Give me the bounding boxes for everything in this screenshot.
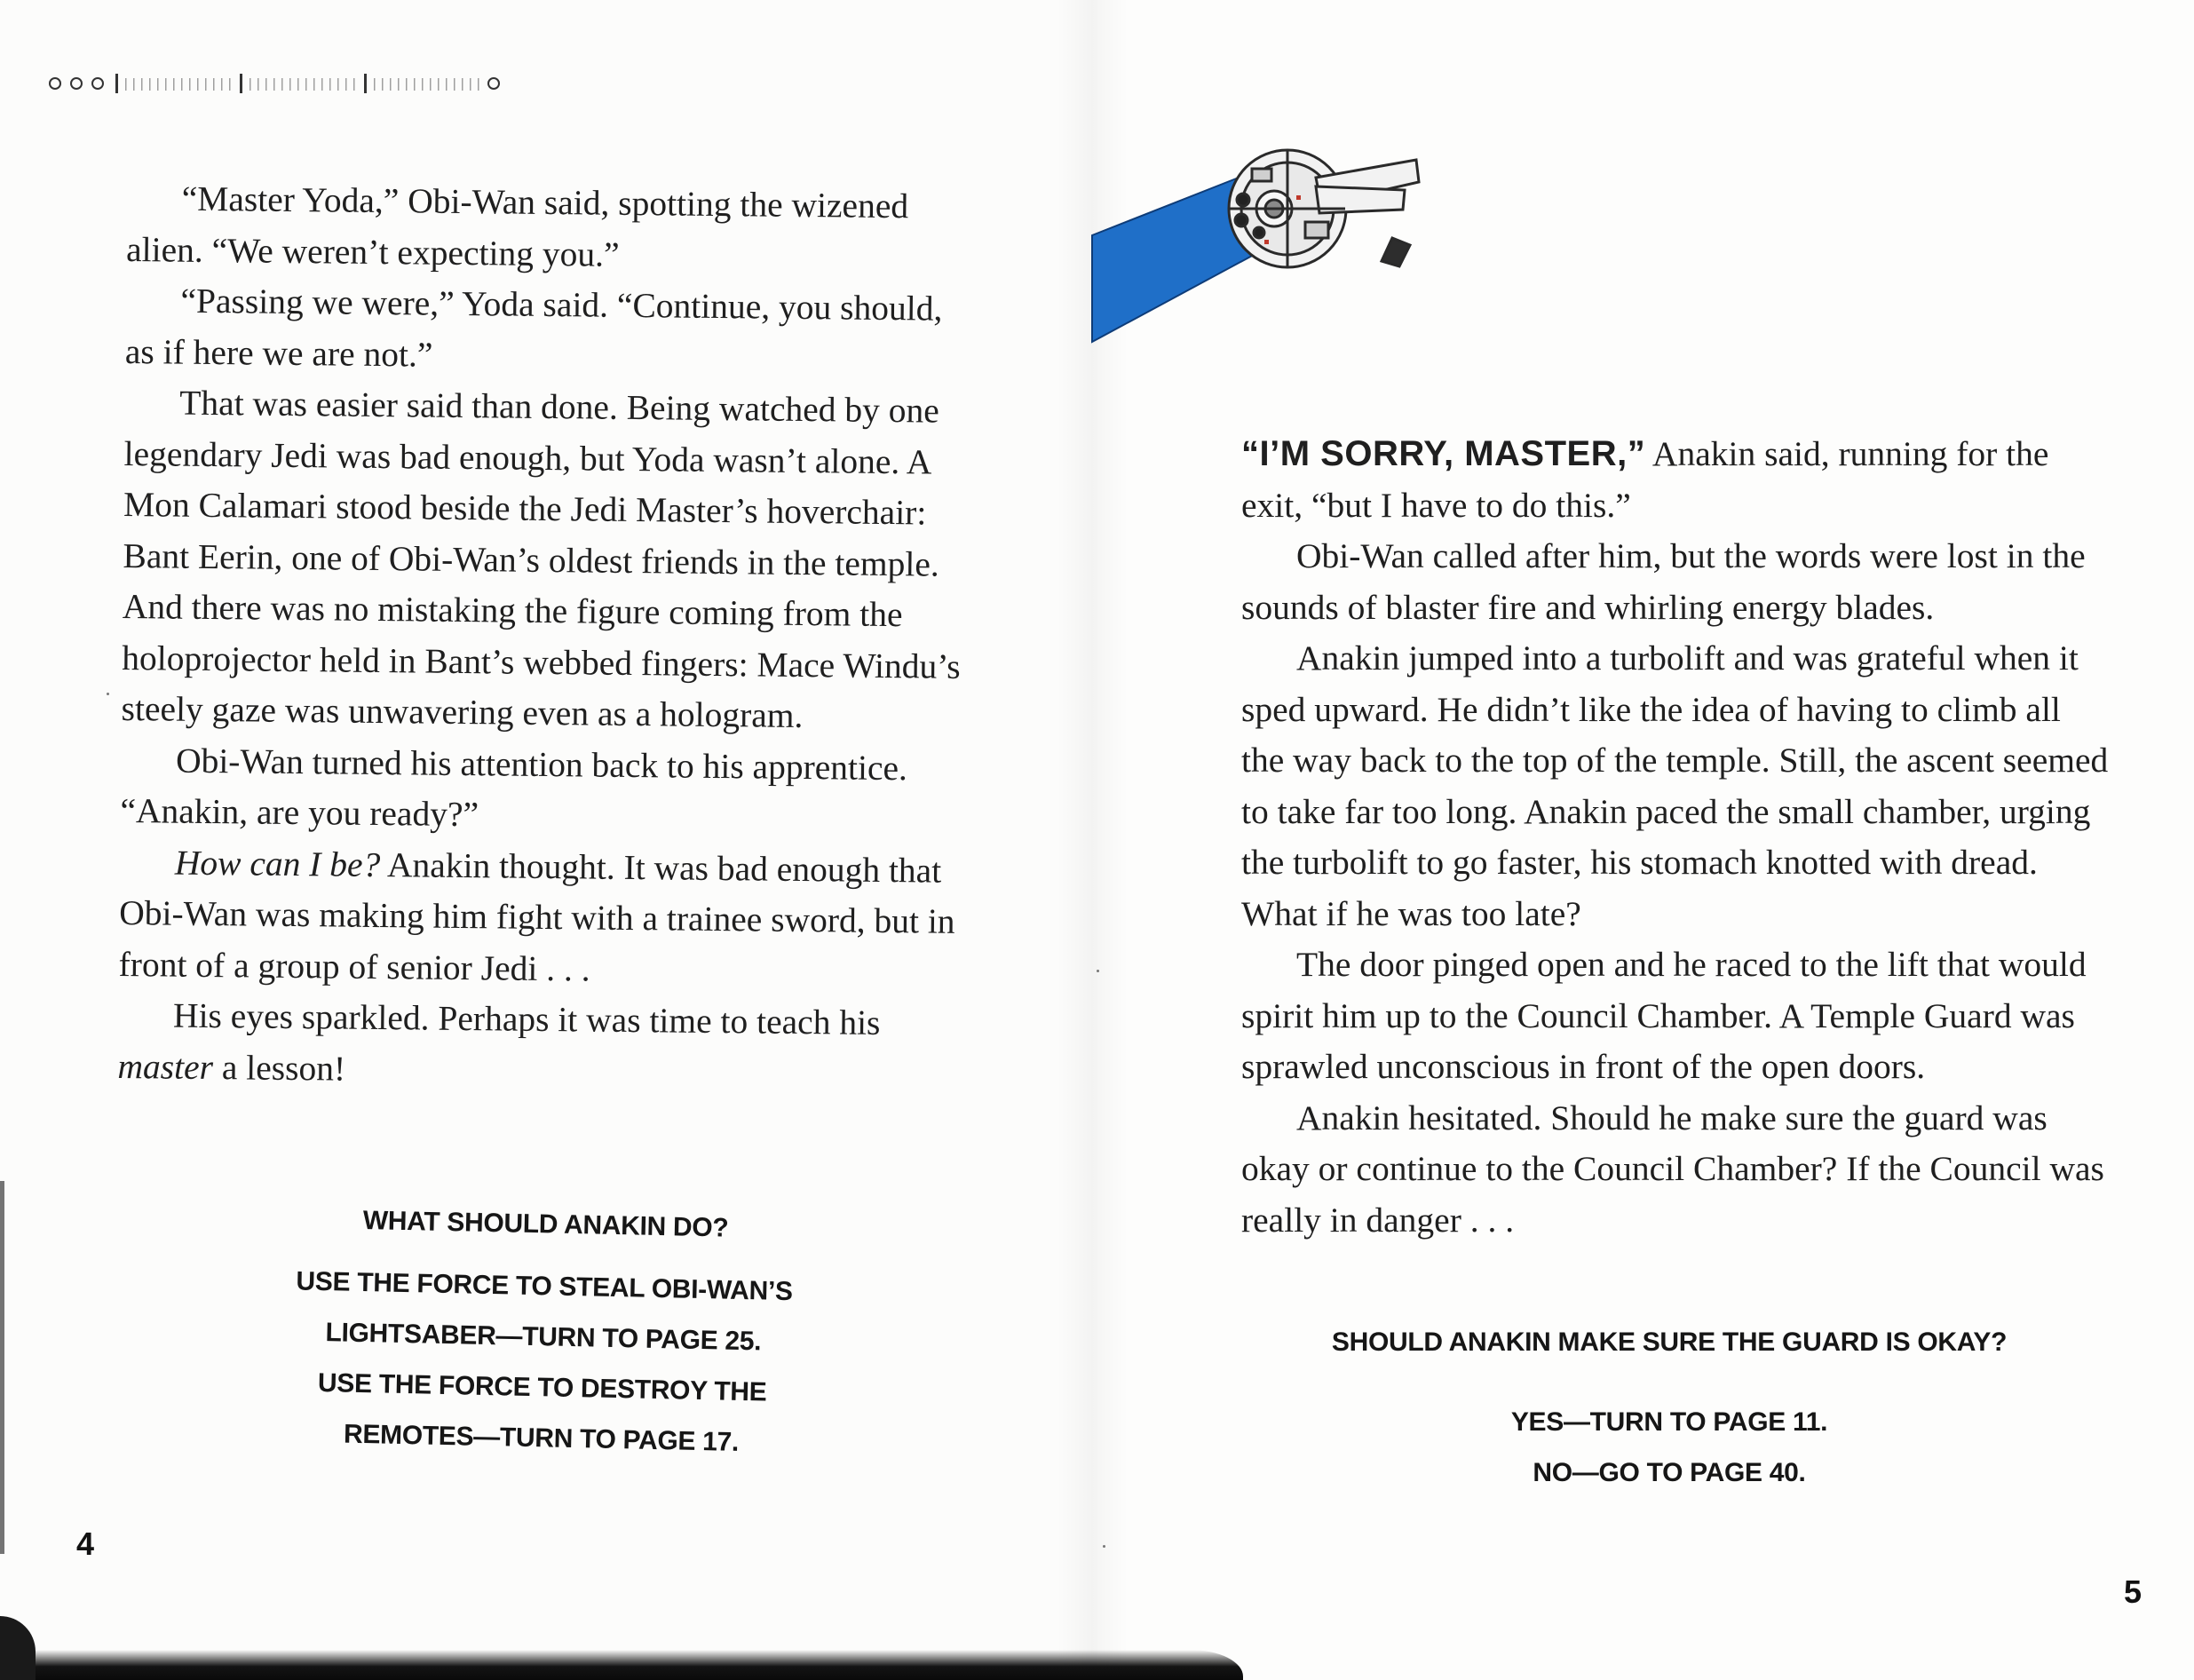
paragraph: Anakin jumped into a turbolift and was grateful when it sped upward. He didn’t like the idea of having to climb all the way back to the top of the temple. Still, the ascent seemed to take far too long. Anakin paced the small chamber, urging the turbolift to go faster, his stomach knotted with dread. What if he was too late? (1241, 638, 2109, 933)
paragraph: The door pinged open and he raced to the lift that would spirit him up to the Council Chamber. A Temple Guard was sprawled unconscious in front of the open doors. (1241, 945, 2087, 1086)
left-page-body (117, 173, 975, 1101)
page-edge (0, 1181, 4, 1554)
page-number-right: 5 (2124, 1573, 2143, 1610)
choice-line: LIGHTSABER—TURN TO PAGE 25. (325, 1318, 762, 1357)
choice-line: YES—TURN TO PAGE 11. (1510, 1407, 1828, 1437)
lead-caps: “I’M SORRY, MASTER,” (1241, 434, 1646, 473)
paragraph: That was easier said than done. Being watched by one legendary Jedi was bad enough, but Yoda wasn’t alone. A Mon Calamari stood beside the Jedi Master’s hoverchair: Bant Eerin, one of Obi-Wan’s oldest friends in the temple. And there was no mistaking the figure coming from the holoprojector held in Bant’s webbed fingers: Mace Windu’s steely gaze was unwavering even as a hologram. (121, 383, 961, 736)
paper-speck (1097, 970, 1099, 972)
italic-word: master (117, 1046, 214, 1087)
choice-line: REMOTES—TURN TO PAGE 17. (343, 1419, 740, 1457)
paper-speck (107, 693, 109, 695)
paragraph: Anakin hesitated. Should he make sure the guard was okay or continue to the Council Chamber? If the Council was really in danger . . . (1241, 1098, 2104, 1240)
paragraph: His eyes sparkled. Perhaps it was time to teach his master a lesson! (117, 995, 881, 1089)
paragraph: Obi-Wan turned his attention back to his apprentice. “Anakin, are you ready?” (120, 741, 908, 835)
paper-speck (1103, 1545, 1105, 1548)
page-number-left: 4 (76, 1525, 95, 1562)
italic-thought: How can I be? (174, 843, 381, 884)
paragraph: Obi-Wan called after him, but the words were lost in the sounds of blaster fire and whirling energy blades. (1241, 536, 2086, 627)
choice-question: WHAT SHOULD ANAKIN DO? (362, 1206, 729, 1243)
right-choice-block (1243, 1327, 2095, 1498)
choice-line: USE THE FORCE TO DESTROY THE (317, 1367, 767, 1407)
right-page-body (1241, 429, 2111, 1246)
paragraph: “Master Yoda,” Obi-Wan said, spotting the wizened alien. “We weren’t expecting you.” (125, 178, 909, 274)
lead-paragraph: “I’M SORRY, MASTER,” Anakin said, running for the exit, “but I have to do this.” (1241, 434, 2049, 525)
paragraph: How can I be? Anakin thought. It was bad enough that Obi-Wan was making him fight with a trainee sword, but in front of a group of senior Jedi . . . (118, 843, 955, 989)
progress-track-icon (49, 71, 546, 98)
paragraph: “Passing we were,” Yoda said. “Continue, you should, as if here we are not.” (124, 281, 943, 375)
left-choice-block (230, 1203, 857, 1470)
choice-line: NO—GO TO PAGE 40. (1533, 1458, 1806, 1487)
page-shadow (0, 1650, 1243, 1680)
choice-line: USE THE FORCE TO STEAL OBI-WAN’S (296, 1266, 794, 1307)
millennium-falcon-icon (1083, 133, 1438, 346)
choice-question: SHOULD ANAKIN MAKE SURE THE GUARD IS OKAY? (1331, 1327, 2008, 1357)
